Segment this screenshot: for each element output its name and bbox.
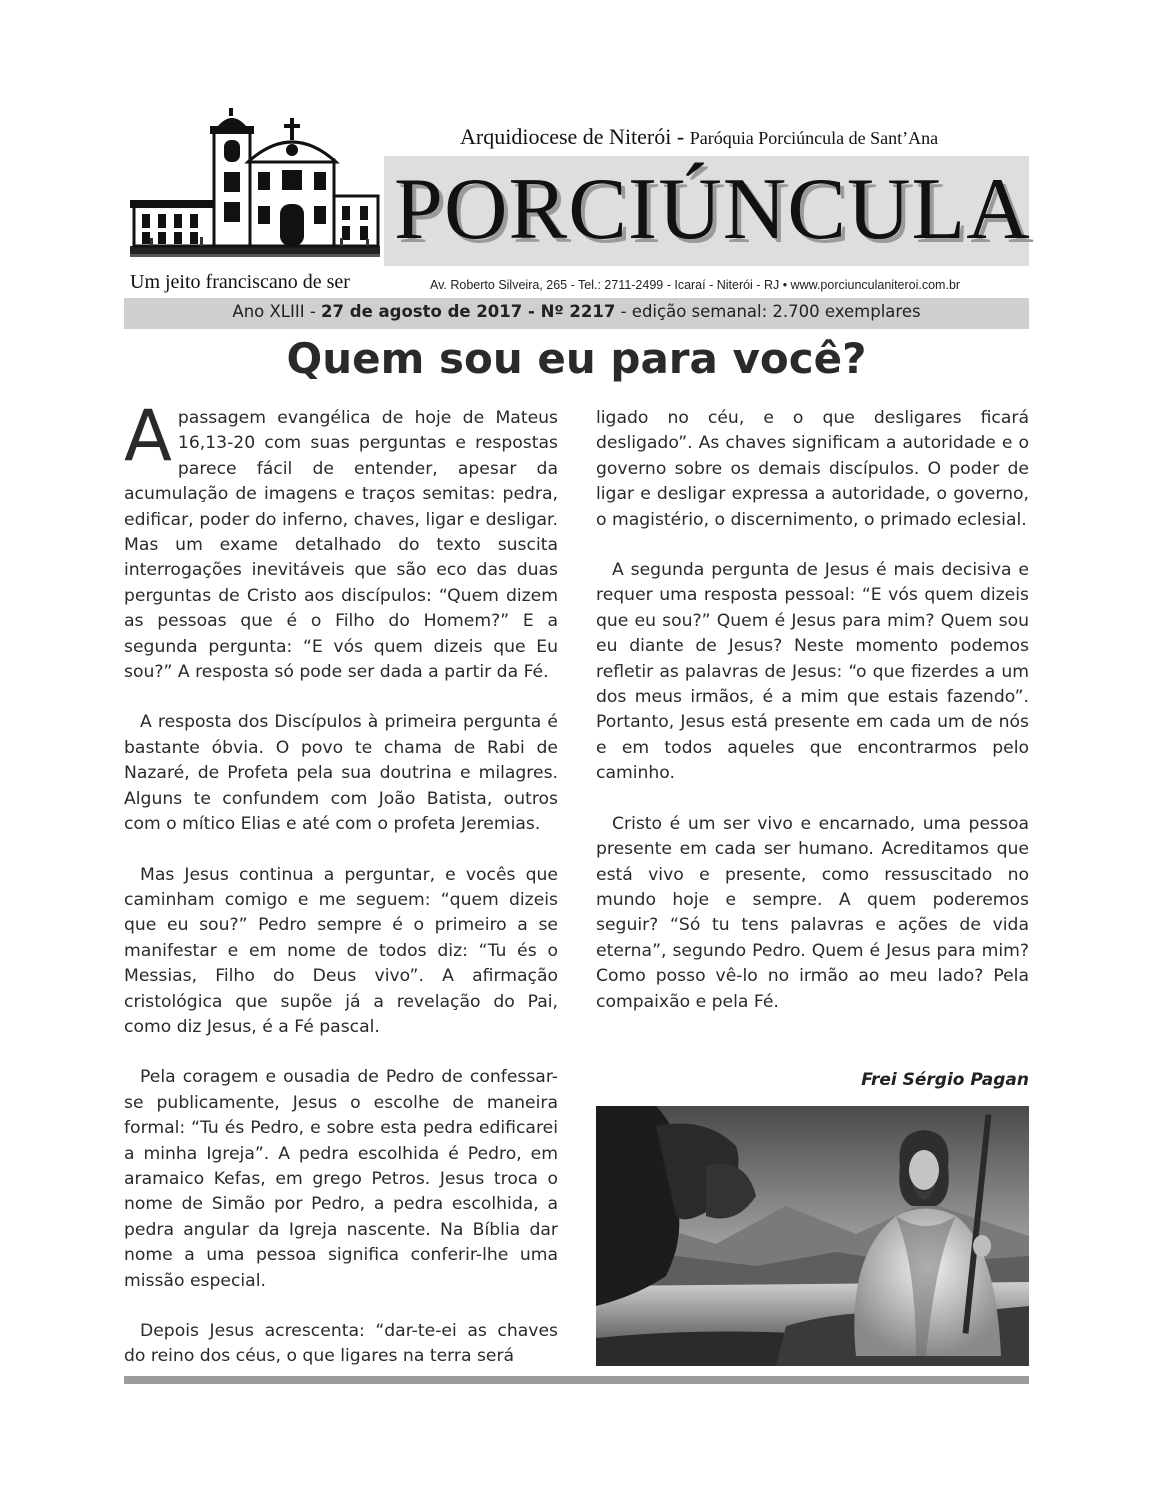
- article-paragraph: ligado no céu, e o que desligares ficará desligado”. As chaves significam a autoridade e o governo sobre os demais discípulos. O poder de ligar e desligar expressa a autoridade, o governo, o magistério, o discernimento, o primado eclesial.: [596, 408, 1029, 530]
- article-paragraph: A resposta dos Discípulos à primeira pergunta é bastante óbvia. O povo te chama de Rabi de Nazaré, de Profeta pela sua doutrina e milagres. Alguns te confundem com João Batista, outros com o mítico Elias e até com o profeta Jeremias.: [124, 712, 558, 835]
- article-column-left: [124, 395, 558, 1395]
- article-paragraph: [124, 395, 558, 685]
- drop-cap: A: [124, 395, 172, 477]
- edition-circulation: - edição semanal: 2.700 exemplares: [620, 302, 921, 321]
- diocese-name: Arquidiocese de Niterói -: [460, 124, 685, 149]
- jesus-photo: [596, 1106, 1029, 1366]
- author-signature: Frei Sérgio Pagan: [861, 1070, 1029, 1090]
- newspaper-title: PORCIÚNCULA: [394, 161, 1031, 258]
- article-paragraph: Depois Jesus acrescenta: “dar-te-ei as chaves do reino dos céus, o que ligares na terra será: [124, 1321, 558, 1367]
- edition-date-number: 27 de agosto de 2017 - Nº 2217: [321, 302, 616, 321]
- paragraph-text: passagem evangélica de hoje de Mateus 16,13-20 com suas perguntas e respostas parece fácil de entender, apesar da acumulação de imagens e traços semitas: pedra, edificar, poder do inferno, chaves, ligar e desligar. Mas um exame detalhado do texto suscita interrogações inevitáveis que são eco das duas perguntas de Cristo aos discípulos: “Quem dizem as pessoas que é o Filho do Homem?” E a segunda pergunta: “E vós quem dizeis que Eu sou?” A resposta só pode ser dada a partir da Fé.: [124, 408, 558, 683]
- article-column-right: [596, 406, 1029, 1040]
- article-headline: Quem sou eu para você?: [286, 334, 867, 383]
- bottom-divider: [124, 1376, 1029, 1384]
- address-line: Av. Roberto Silveira, 265 - Tel.: 2711-2499 - Icaraí - Niterói - RJ • www.porciunculaniteroi.com.br: [430, 278, 961, 292]
- article-paragraph: A segunda pergunta de Jesus é mais decisiva e requer uma resposta pessoal: “E vós quem dizeis que eu sou?” Quem é Jesus para mim? Quem sou eu diante de Jesus? Neste momento podemos refletir as palavras de Jesus: “o que fizerdes a um dos meus irmãos, é a mim que estais fazendo”. Portanto, Jesus está presente em cada um de nós e em todos aqueles que encontrarmos pelo caminho.: [596, 560, 1029, 784]
- article-paragraph: Cristo é um ser vivo e encarnado, uma pessoa presente em cada ser humano. Acreditamos que está vivo e presente, como ressuscitado no mundo hoje e sempre. A quem poderemos seguir? “Só tu tens palavras e ações de vida eterna”, segundo Pedro. Quem é Jesus para mim? Como posso vê-lo no irmão ao meu lado? Pela compaixão e pela Fé.: [596, 813, 1029, 1012]
- parish-name: Paróquia Porciúncula de Sant’Ana: [689, 128, 939, 148]
- diocese-line: [460, 124, 1020, 150]
- church-logo-image: [130, 108, 380, 268]
- logo-tagline: Um jeito franciscano de ser: [130, 271, 350, 293]
- edition-year: Ano XLIII -: [232, 302, 316, 321]
- edition-line: [124, 302, 1029, 321]
- article-paragraph: Mas Jesus continua a perguntar, e vocês que caminham comigo e me seguem: “quem dizeis que eu sou?” Pedro sempre é o primeiro a se manifestar e em nome de todos diz: “Tu és o Messias, Filho do Deus vivo”. A afirmação cristológica que supõe já a revelação do Pai, como diz Jesus, é a Fé pascal.: [124, 864, 558, 1037]
- article-paragraph: Pela coragem e ousadia de Pedro de confessar-se publicamente, Jesus o escolhe de maneira formal: “Tu és Pedro, e sobre esta pedra edificarei a minha Igreja”. A pedra escolhida é Pedro, em aramaico Kefas, em grego Petros. Jesus troca o nome de Simão por Pedro, a pedra escolhida, a pedra angular da Igreja nascente. Na Bíblia dar nome a uma pessoa significa conferir-lhe uma missão especial.: [124, 1067, 558, 1291]
